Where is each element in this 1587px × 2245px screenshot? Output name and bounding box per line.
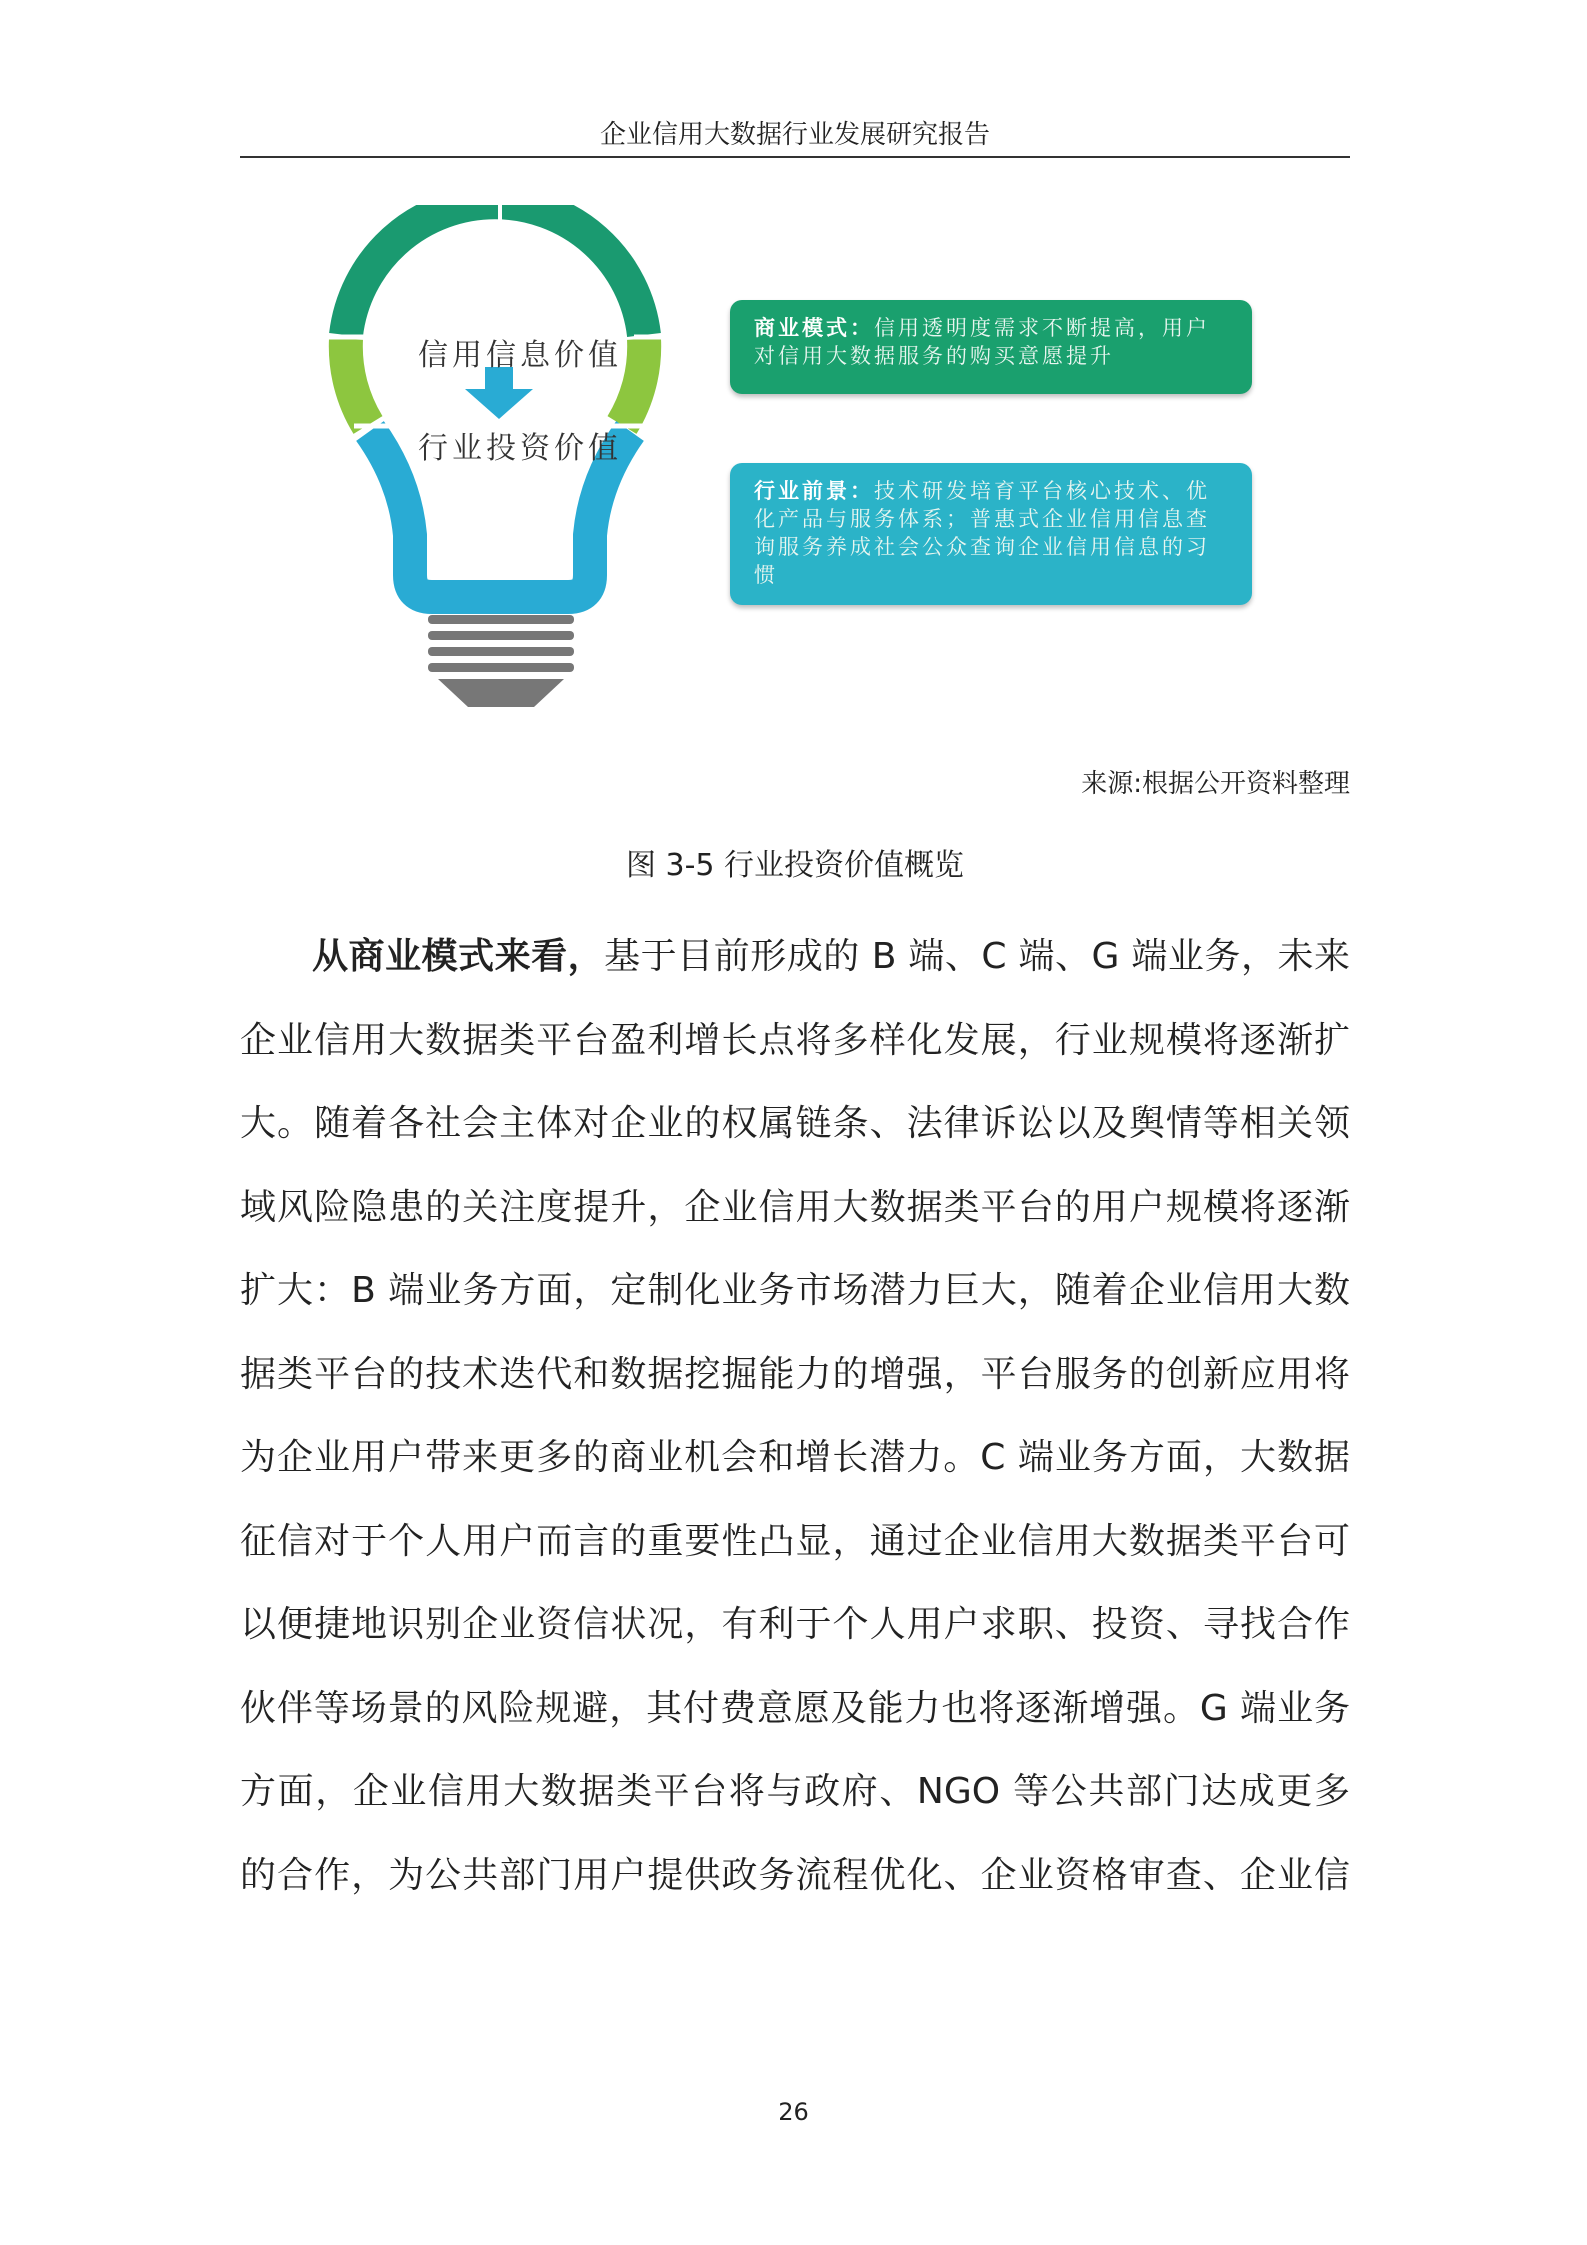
paragraph-line: 以便捷地识别企业资信状况，有利于个人用户求职、投资、寻找合作 xyxy=(240,1604,1350,1645)
bulb-label-credit-value: 信用信息价值 xyxy=(418,338,622,373)
callout-prospect-label: 行业前景： xyxy=(754,478,874,503)
callout-business-text: 信用透明度需求不断提高，用户对信用大数据服务的购买意愿提升 xyxy=(754,316,1210,368)
paragraph-line: 伙伴等场景的风险规避，其付费意愿及能力也将逐渐增强。G 端业务 xyxy=(240,1687,1350,1729)
paragraph-line: 为企业用户带来更多的商业机会和增长潜力。C 端业务方面，大数据 xyxy=(240,1437,1350,1478)
paragraph-line: 征信对于个人用户而言的重要性凸显，通过企业信用大数据类平台可 xyxy=(240,1520,1350,1562)
bulb-arc-top xyxy=(346,205,644,335)
paragraph-lead: 从商业模式来看， xyxy=(312,936,605,977)
callout-business-model xyxy=(730,300,1252,394)
body-paragraph xyxy=(240,915,1350,1917)
paragraph-line: 据类平台的技术迭代和数据挖掘能力的增强，平台服务的创新应用将 xyxy=(240,1353,1350,1395)
paragraph-line: 大。随着各社会主体对企业的权属链条、法律诉讼以及舆情等相关领 xyxy=(240,1103,1350,1144)
callout-industry-prospect xyxy=(730,463,1252,605)
paragraph-line: 扩大：B 端业务方面，定制化业务市场潜力巨大，随着企业信用大数 xyxy=(240,1270,1350,1311)
figure-source: 来源:根据公开资料整理 xyxy=(1081,769,1350,799)
page-number: 26 xyxy=(778,2098,809,2126)
callout-business-label: 商业模式： xyxy=(754,315,874,340)
bulb-label-investment-value: 行业投资价值 xyxy=(418,431,622,466)
paragraph-line: 的合作，为公共部门用户提供政务流程优化、企业资格审查、企业信 xyxy=(240,1854,1350,1896)
paragraph-line: 方面，企业信用大数据类平台将与政府、NGO 等公共部门达成更多 xyxy=(240,1771,1350,1812)
running-header: 企业信用大数据行业发展研究报告 xyxy=(599,120,990,150)
figure-investment-value xyxy=(320,205,1270,725)
paragraph-line: 企业信用大数据类平台盈利增长点将多样化发展，行业规模将逐渐扩 xyxy=(240,1019,1350,1061)
figure-caption: 图 3-5 行业投资价值概览 xyxy=(625,848,965,883)
paragraph-line: 从商业模式来看，基于目前形成的 B 端、C 端、G 端业务，未来 xyxy=(312,936,1350,977)
callout-prospect-text: 技术研发培育平台核心技术、优化产品与服务体系；普惠式企业信用信息查询服务养成社会公众查询企业信用信息的习惯 xyxy=(754,479,1210,587)
header-divider xyxy=(240,156,1350,158)
bulb-arc-left-green xyxy=(346,339,368,425)
paragraph-line: 域风险隐患的关注度提升，企业信用大数据类平台的用户规模将逐渐 xyxy=(240,1186,1350,1228)
